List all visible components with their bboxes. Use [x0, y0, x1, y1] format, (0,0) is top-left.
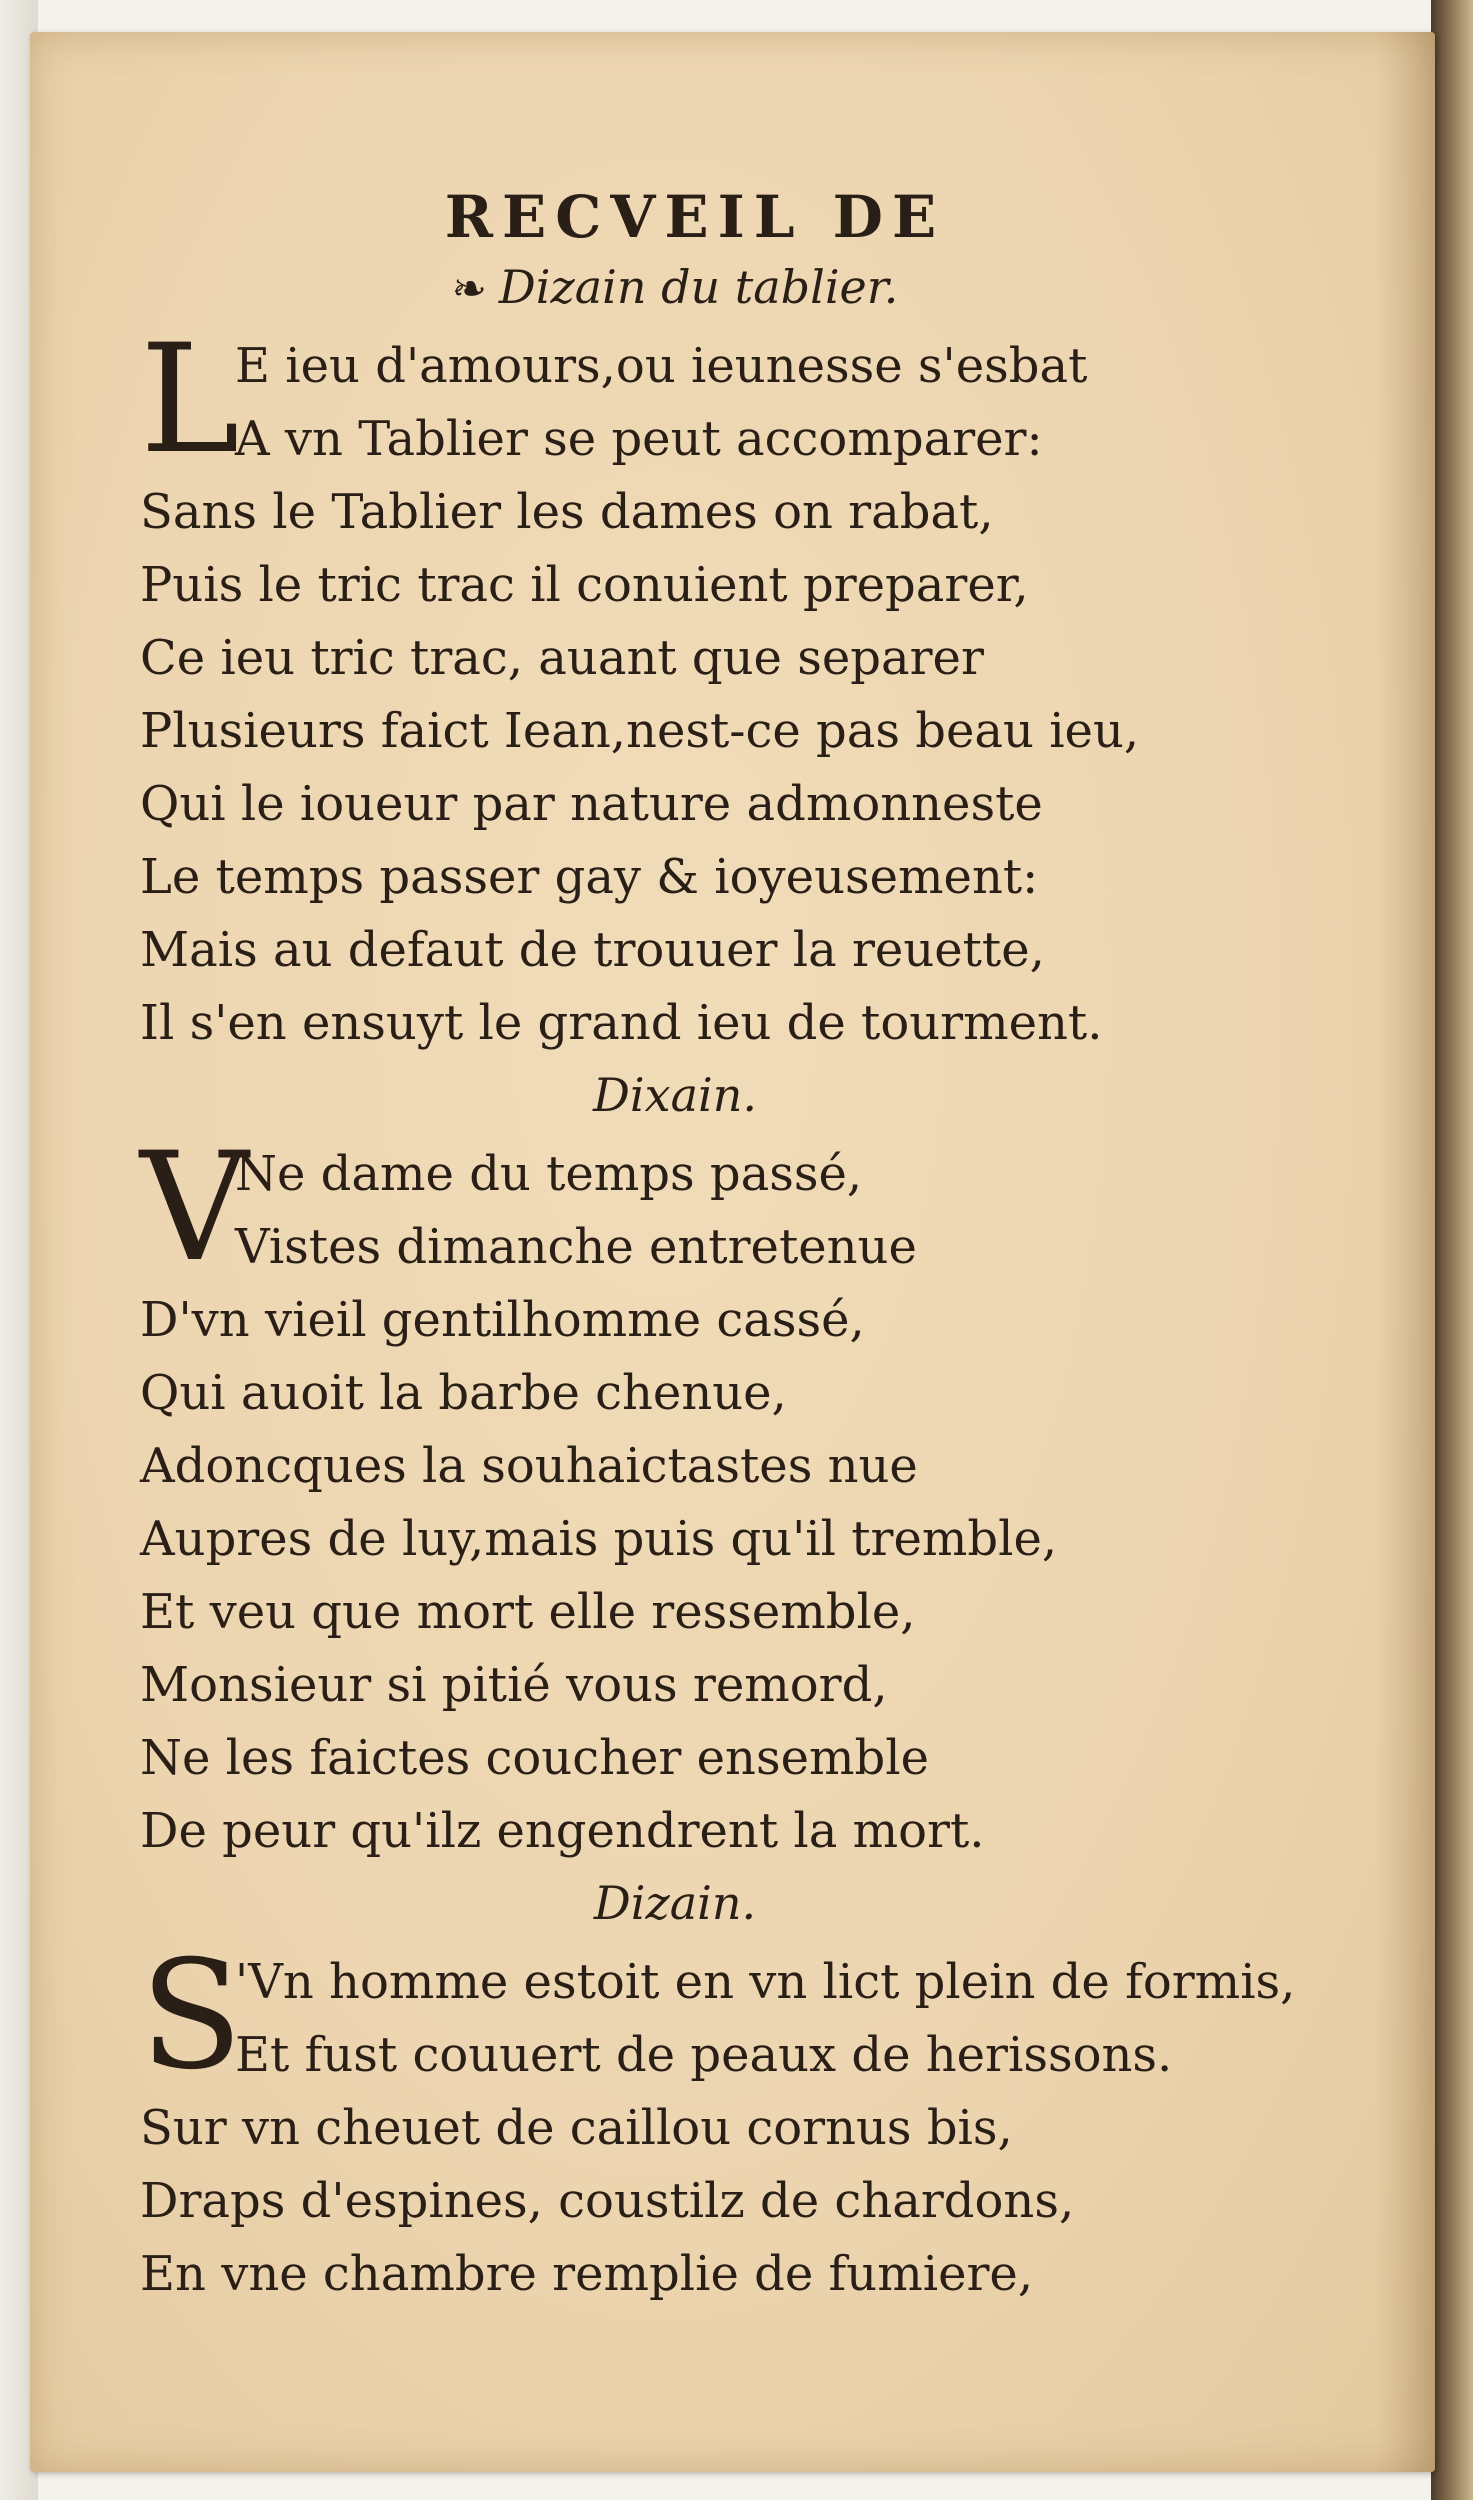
poem-title-text: Dizain du tablier. — [498, 260, 899, 314]
poem-line: Sans le Tablier les dames on rabat, — [140, 484, 994, 540]
book-page — [30, 32, 1435, 2472]
poem-line: Vistes dimanche entretenue — [235, 1219, 917, 1275]
poem-stanza — [140, 1121, 1180, 1868]
poem-line: Mais au defaut de trouuer la reuette, — [140, 922, 1045, 978]
poem-line: Qui auoit la barbe chenue, — [140, 1365, 787, 1421]
poem-line: Il s'en ensuyt le grand ieu de tourment. — [140, 995, 1103, 1051]
poem-line: Et fust couuert de peaux de herissons. — [235, 2027, 1173, 2083]
poem-line: E ieu d'amours,ou ieunesse s'esbat — [235, 338, 1088, 394]
running-head: RECVEIL DE — [444, 183, 946, 251]
poem-line: 'Vn homme estoit en vn lict plein de formis, — [235, 1954, 1296, 2010]
poem-line: A vn Tablier se peut accomparer: — [235, 411, 1043, 467]
poem-line: Sur vn cheuet de caillou cornus bis, — [140, 2100, 1013, 2156]
poem-line: Monsieur si pitié vous remord, — [140, 1657, 888, 1713]
poem-title: Dixain. — [593, 1068, 757, 1122]
poem-line: Qui le ioueur par nature admonneste — [140, 776, 1043, 832]
poem-line: D'vn vieil gentilhomme cassé, — [140, 1292, 865, 1348]
poem-line: Ne dame du temps passé, — [235, 1146, 863, 1202]
drop-cap: V — [140, 1121, 249, 1295]
poem-line: Et veu que mort elle ressemble, — [140, 1584, 916, 1640]
poem-line: Ne les faictes coucher ensemble — [140, 1730, 929, 1786]
poem-stanza — [140, 1929, 1296, 2311]
poem-line: De peur qu'ilz engendrent la mort. — [140, 1803, 985, 1859]
fleuron-icon: ❧ — [451, 264, 487, 313]
poem-line: Draps d'espines, coustilz de chardons, — [140, 2173, 1075, 2229]
poem-opening — [140, 313, 1180, 487]
book-spine-edge — [1431, 0, 1473, 2500]
poem-opening — [140, 1929, 1296, 2103]
poem-line: Le temps passer gay & ioyeusement: — [140, 849, 1039, 905]
poem-opening — [140, 1121, 1180, 1295]
poem-line: Puis le tric trac il conuient preparer, — [140, 557, 1029, 613]
poem-line: Plusieurs faict Iean,nest-ce pas beau ieu, — [140, 703, 1140, 759]
poem-line: Adoncques la souhaictastes nue — [140, 1438, 918, 1494]
poem-line: En vne chambre remplie de fumiere, — [140, 2246, 1034, 2302]
page-text — [140, 182, 1296, 2311]
poem-line: Ce ieu tric trac, auant que separer — [140, 630, 984, 686]
poem-line: Aupres de luy,mais puis qu'il tremble, — [140, 1511, 1058, 1567]
poem-title: Dizain. — [593, 1876, 757, 1930]
poem-stanza — [140, 313, 1180, 1060]
drop-cap: S — [140, 1929, 243, 2103]
poem-title — [170, 252, 1180, 330]
drop-cap: L — [140, 313, 240, 487]
